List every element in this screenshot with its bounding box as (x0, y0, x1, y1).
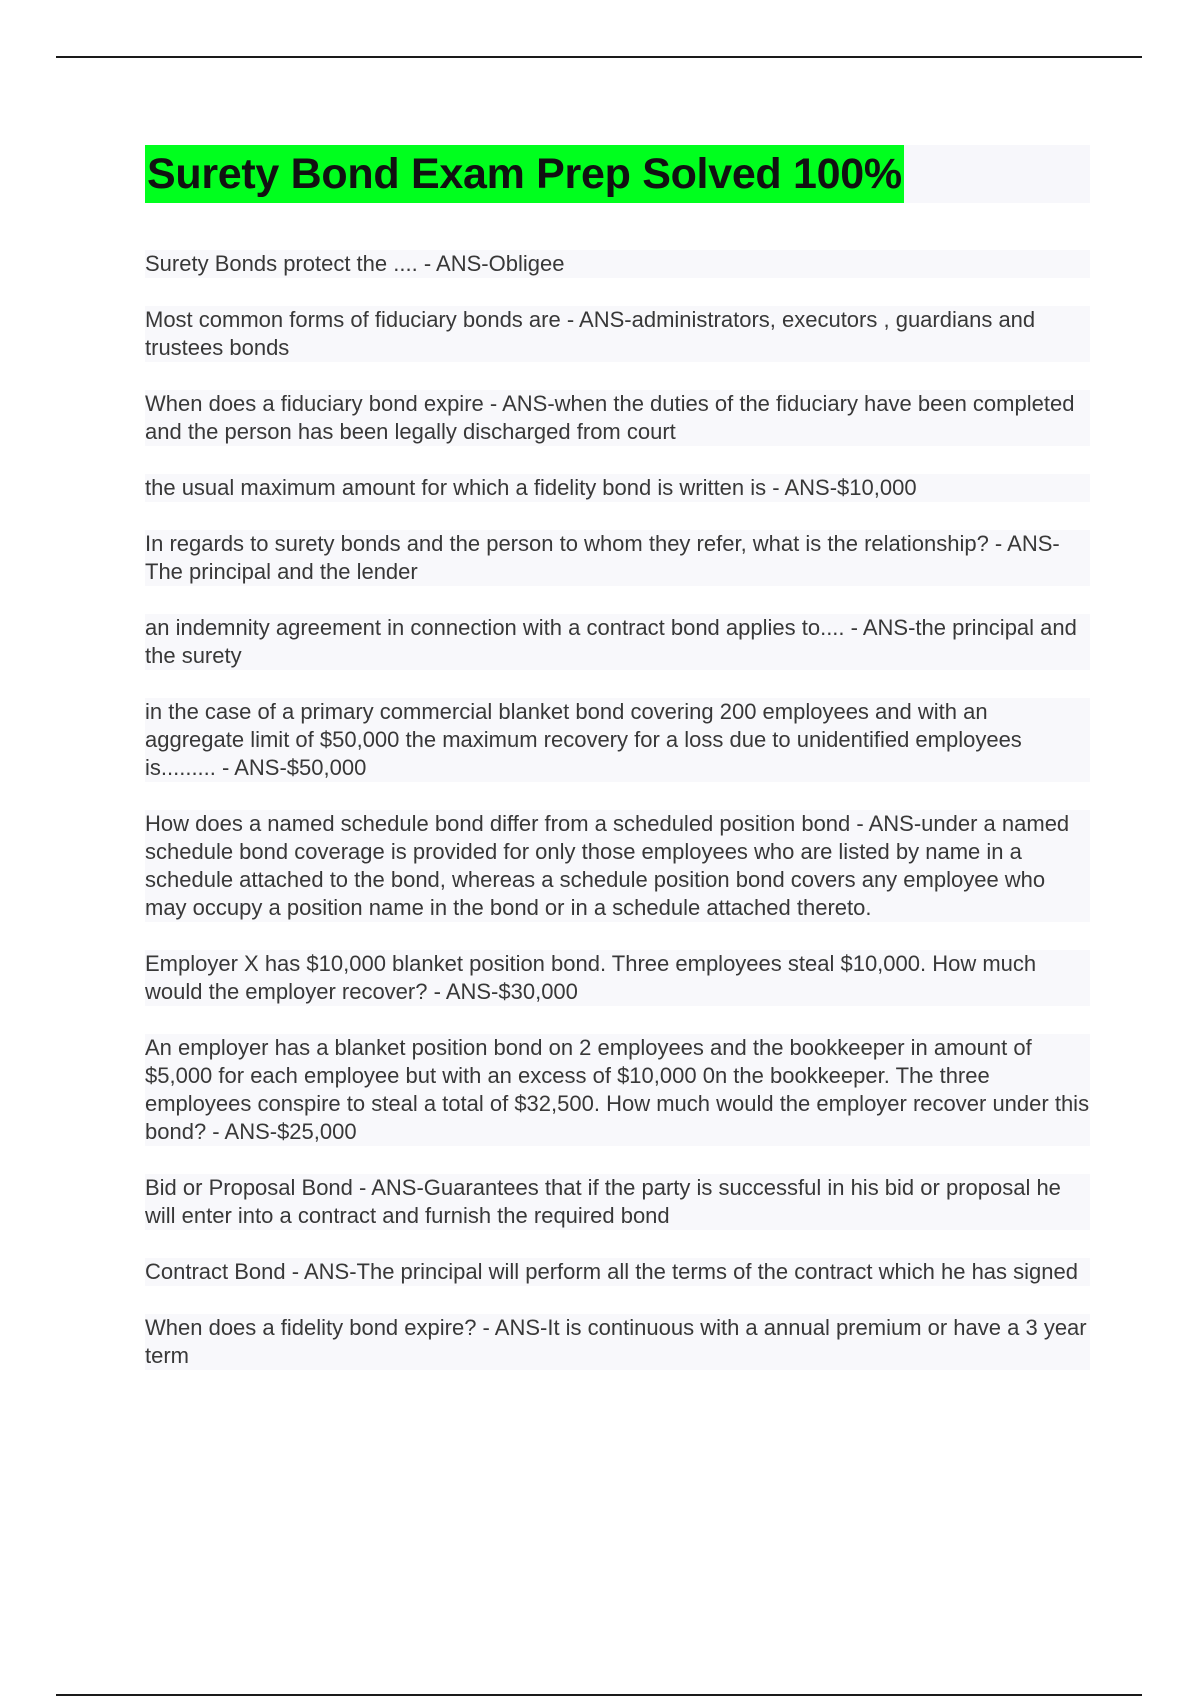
qa-item: An employer has a blanket position bond on 2 employees and the bookkeeper in amount of $5,000 for each employee but with an excess of $10,000 0n the bookkeeper. The three employees conspire to steal a total of $32,500. How much would the employer recover under this bond? - ANS-$25,000 (145, 1035, 1090, 1144)
qa-item: Employer X has $10,000 blanket position bond. Three employees steal $10,000. How much would the employer recover? - ANS-$30,000 (145, 950, 1090, 1006)
qa-item: Surety Bonds protect the .... - ANS-Obligee (145, 250, 1090, 278)
qa-item: How does a named schedule bond differ from a scheduled position bond - ANS-under a named schedule bond coverage is provided for only those employees who are listed by name in a schedule attached to the bond, whereas a schedule position bond covers any employee who may occupy a position name in the bond or in a schedule attached thereto. (145, 810, 1090, 922)
qa-item: the usual maximum amount for which a fidelity bond is written is - ANS-$10,000 (145, 474, 1090, 502)
qa-list (145, 250, 1090, 1370)
header-rule (56, 56, 1142, 58)
qa-item: Bid or Proposal Bond - ANS-Guarantees that if the party is successful in his bid or proposal he will enter into a contract and furnish the required bond (145, 1174, 1090, 1230)
qa-item: an indemnity agreement in connection with a contract bond applies to.... - ANS-the principal and the surety (145, 614, 1090, 670)
qa-item: When does a fidelity bond expire? - ANS-It is continuous with a annual premium or have a 3 year term (145, 1314, 1090, 1370)
document-body (145, 145, 1090, 1398)
qa-item: When does a fiduciary bond expire - ANS-when the duties of the fiduciary have been completed and the person has been legally discharged from court (145, 390, 1090, 446)
qa-item: Most common forms of fiduciary bonds are - ANS-administrators, executors , guardians and trustees bonds (145, 306, 1090, 362)
qa-item: Contract Bond - ANS-The principal will perform all the terms of the contract which he has signed (145, 1258, 1090, 1286)
title-band (145, 145, 1090, 203)
qa-item: in the case of a primary commercial blanket bond covering 200 employees and with an aggregate limit of $50,000 the maximum recovery for a loss due to unidentified employees is......... - ANS-$50,000 (145, 698, 1090, 782)
qa-item: In regards to surety bonds and the person to whom they refer, what is the relationship? - ANS-The principal and the lender (145, 530, 1090, 586)
footer-rule (56, 1694, 1142, 1696)
document-title: Surety Bond Exam Prep Solved 100% (145, 145, 904, 203)
